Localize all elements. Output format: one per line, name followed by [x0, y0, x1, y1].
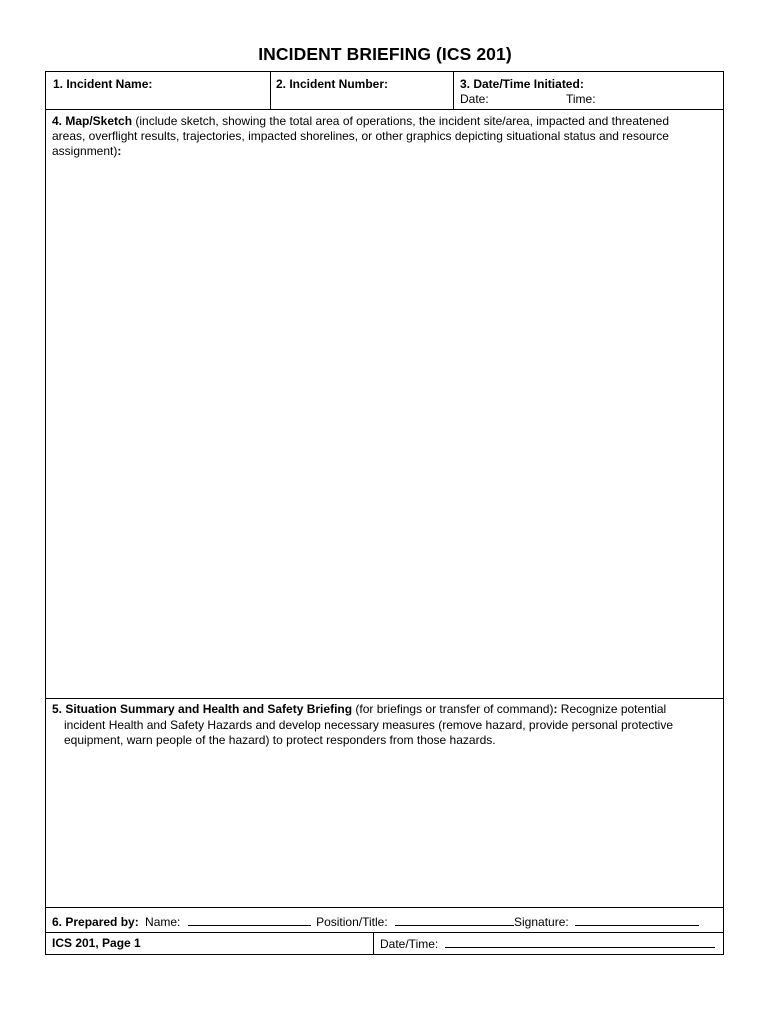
- incident-number-cell[interactable]: [270, 72, 453, 109]
- situation-text-3: equipment, warn people of the hazard) to protect responders from those hazards.: [64, 733, 496, 747]
- situation-colon: :: [553, 702, 558, 716]
- date-time-initiated-label: 3. Date/Time Initiated:: [460, 77, 584, 91]
- position-title-field[interactable]: [395, 914, 514, 926]
- date-label: Date:: [460, 92, 489, 106]
- time-label: Time:: [566, 92, 596, 106]
- name-field[interactable]: [188, 914, 311, 926]
- map-sketch-instructions: [52, 114, 709, 160]
- map-sketch-area[interactable]: [50, 164, 719, 694]
- situation-summary-area[interactable]: [50, 751, 719, 903]
- footer-date-time-label: Date/Time:: [380, 937, 439, 951]
- position-title-label: Position/Title:: [316, 915, 388, 929]
- map-sketch-text-2: areas, overflight results, trajectories, impacted shorelines, or other graphics depicting situational status and resource: [52, 129, 669, 144]
- prepared-by-line: [52, 914, 699, 930]
- page-label: ICS 201, Page 1: [52, 936, 141, 950]
- map-sketch-text-3: assignment): [52, 144, 118, 159]
- header-row: [46, 72, 723, 110]
- map-sketch-colon: :: [117, 144, 122, 159]
- footer-row: [46, 933, 723, 954]
- incident-name-label: 1. Incident Name:: [53, 77, 153, 91]
- signature-field[interactable]: [575, 914, 699, 926]
- date-time-initiated-cell[interactable]: [453, 72, 723, 109]
- map-sketch-label: 4. Map/Sketch: [52, 114, 133, 128]
- page-label-cell: [46, 933, 373, 954]
- situation-text-2: incident Health and Safety Hazards and develop necessary measures (remove hazard, provide personal protective: [64, 717, 673, 732]
- footer-date-time-line: [380, 936, 715, 952]
- name-label: Name:: [145, 915, 181, 929]
- map-sketch-section: [46, 110, 723, 699]
- form-title: INCIDENT BRIEFING (ICS 201): [258, 44, 512, 64]
- prepared-by-row: [46, 908, 723, 933]
- situation-summary-instructions: [52, 702, 713, 749]
- situation-paren-text: (for briefings or transfer of command): [352, 702, 554, 716]
- signature-label: Signature:: [514, 915, 569, 929]
- situation-text-1: Recognize potential: [557, 702, 667, 716]
- footer-date-time-cell: [373, 933, 723, 954]
- map-sketch-text-1: (include sketch, showing the total area of operations, the incident site/area, impacted and threatened: [132, 114, 670, 128]
- incident-number-label: 2. Incident Number:: [276, 77, 389, 91]
- incident-name-cell[interactable]: [46, 72, 270, 109]
- footer-date-time-field[interactable]: [445, 936, 715, 948]
- situation-summary-label: 5. Situation Summary and Health and Safety Briefing: [52, 702, 353, 716]
- prepared-by-label: 6. Prepared by:: [52, 915, 139, 929]
- situation-summary-section: [46, 699, 723, 908]
- incident-briefing-form: [45, 71, 724, 955]
